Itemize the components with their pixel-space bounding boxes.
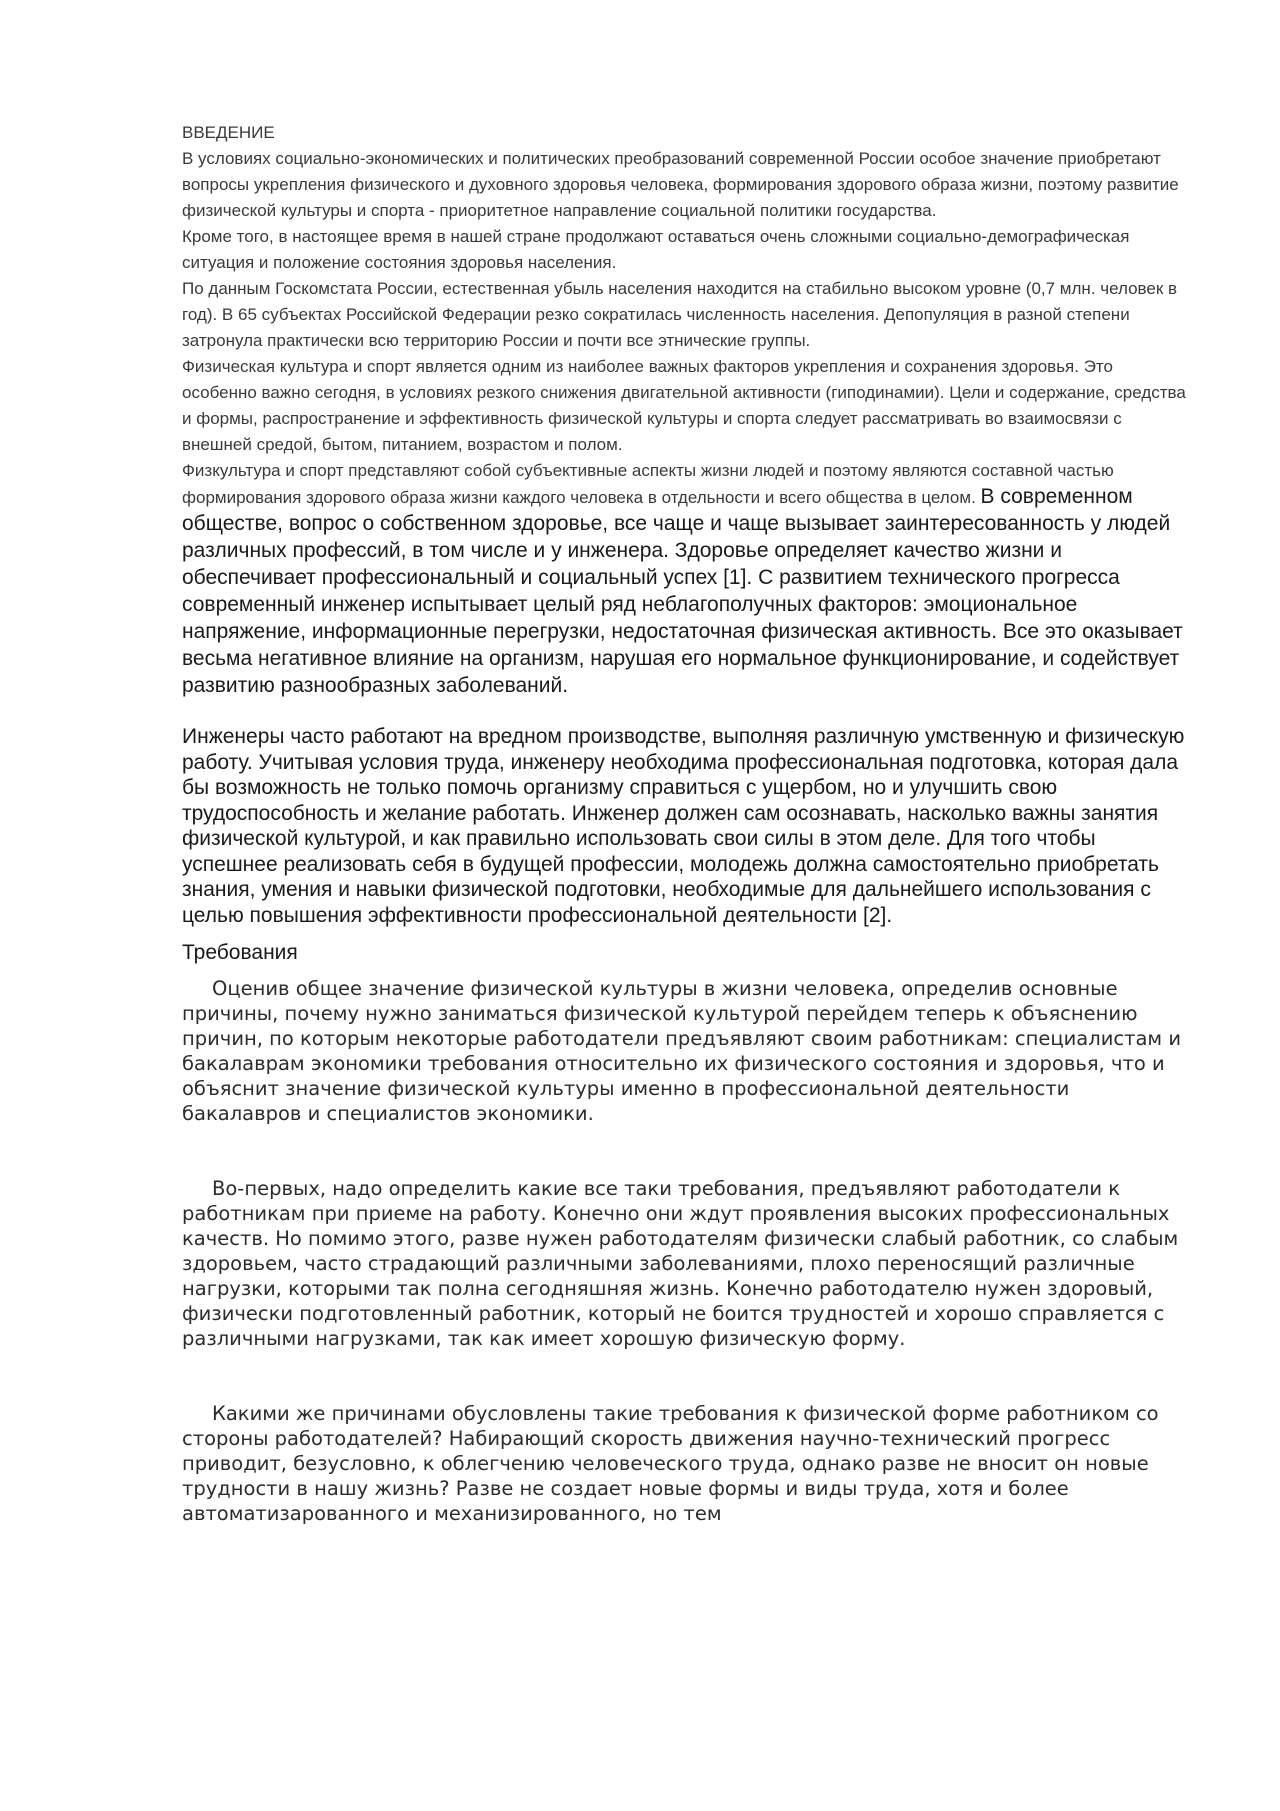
page-title: ВВЕДЕНИЕ [182, 123, 275, 142]
intro-paragraph-1: В условиях социально-экономических и политических преобразований современной России особое значение приобретают вопросы укрепления физического и духовного здоровья человека, формирования здорового образа жизни, поэтому развитие физической культуры и спорта - приоритетное направление социальной политики государства. [182, 149, 1179, 220]
mixed-paragraph-small-part: Физкультура и спорт представляют собой субъективные аспекты жизни людей и поэтому являются составной частью формирования здорового образа жизни каждого человека в отдельности и всего общества в целом. [182, 461, 1114, 507]
requirements-paragraph-3: Какими же причинами обусловлены такие требования к физической форме работником со стороны работодателей? Набирающий скорость движения научно-технический прогресс приводит, безусловно, к облегчению человеческого труда, однако разве не вносит он новые трудности в нашу жизнь? Разве не создает новые формы и виды труда, хотя и более автоматизарованного и механизированного, но тем [182, 1402, 1159, 1525]
requirements-paragraph-2: Во-первых, надо определить какие все таки требования, предъявляют работодатели к работникам при приеме на работу. Конечно они ждут проявления высоких профессиональных качеств. Но помимо этого, разве нужен работодателям физически слабый работник, со слабым здоровьем, часто страдающий различными заболеваниями, плохо переносящий различные нагрузки, которыми так полна сегодняшняя жизнь. Конечно работодателю нужен здоровый, физически подготовленный работник, который не боится трудностей и хорошо справляется с различными нагрузками, так как имеет хорошую физическую форму. [182, 1177, 1179, 1350]
spacer [182, 1351, 1187, 1401]
spacer [182, 700, 1187, 724]
intro-paragraph-2: Кроме того, в настоящее время в нашей стране продолжают оставаться очень сложными социально-демографическая ситуация и положение состояния здоровья населения. [182, 227, 1130, 272]
intro-paragraph-4: Физическая культура и спорт является одним из наиболее важных факторов укрепления и сохранения здоровья. Это особенно важно сегодня, в условиях резкого снижения двигательной активности (гиподинамии). Цели и содержание, средства и формы, распространение и эффективность физической культуры и спорта следует рассматривать во взаимосвязи с внешней средой, бытом, питанием, возрастом и полом. [182, 357, 1186, 454]
document-body [182, 120, 1187, 1526]
spacer [182, 1126, 1187, 1176]
requirements-paragraph-1: Оценив общее значение физической культуры в жизни человека, определив основные причины, почему нужно заниматься физической культурой перейдем теперь к объяснению причин, по которым некоторые работодатели предъявляют своим работникам: специалистам и бакалаврам экономики требования относительно их физического состояния и здоровья, что и объяснит значение физической культуры именно в профессиональной деятельности бакалавров и специалистов экономики. [182, 977, 1181, 1125]
requirements-heading: Требования [182, 941, 298, 964]
mixed-paragraph [182, 458, 1187, 700]
mixed-paragraph-large-part: В современном обществе, вопрос о собственном здоровье, все чаще и чаще вызывает заинтересованность у людей различных профессий, в том числе и у инженера. Здоровье определяет качество жизни и обеспечивает профессиональный и социальный успех [1]. С развитием технического прогресса современный инженер испытывает целый ряд неблагополучных факторов: эмоциональное напряжение, информационные перегрузки, недостаточная физическая активность. Все это оказывает весьма негативное влияние на организм, нарушая его нормальное функционирование, и содействует развитию разнообразных заболеваний. [182, 485, 1183, 697]
engineers-paragraph: Инженеры часто работают на вредном производстве, выполняя различную умственную и физическую работу. Учитывая условия труда, инженеру необходима профессиональная подготовка, которая дала бы возможность не только помочь организму справиться с ущербом, но и улучшить свою трудоспособность и желание работать. Инженер должен сам осознавать, насколько важны занятия физической культурой, и как правильно использовать свои силы в этом деле. Для того чтобы успешнее реализовать себя в будущей профессии, молодежь должна самостоятельно приобретать знания, умения и навыки физической подготовки, необходимые для дальнейшего использования с целью повышения эффективности профессиональной деятельности [2]. [182, 725, 1185, 927]
intro-paragraph-3: По данным Госкомстата России, естественная убыль населения находится на стабильно высоком уровне (0,7 млн. человек в год). В 65 субъектах Российской Федерации резко сократилась численность населения. Депопуляция в разной степени затронула практически всю территорию России и почти все этнические группы. [182, 279, 1178, 350]
